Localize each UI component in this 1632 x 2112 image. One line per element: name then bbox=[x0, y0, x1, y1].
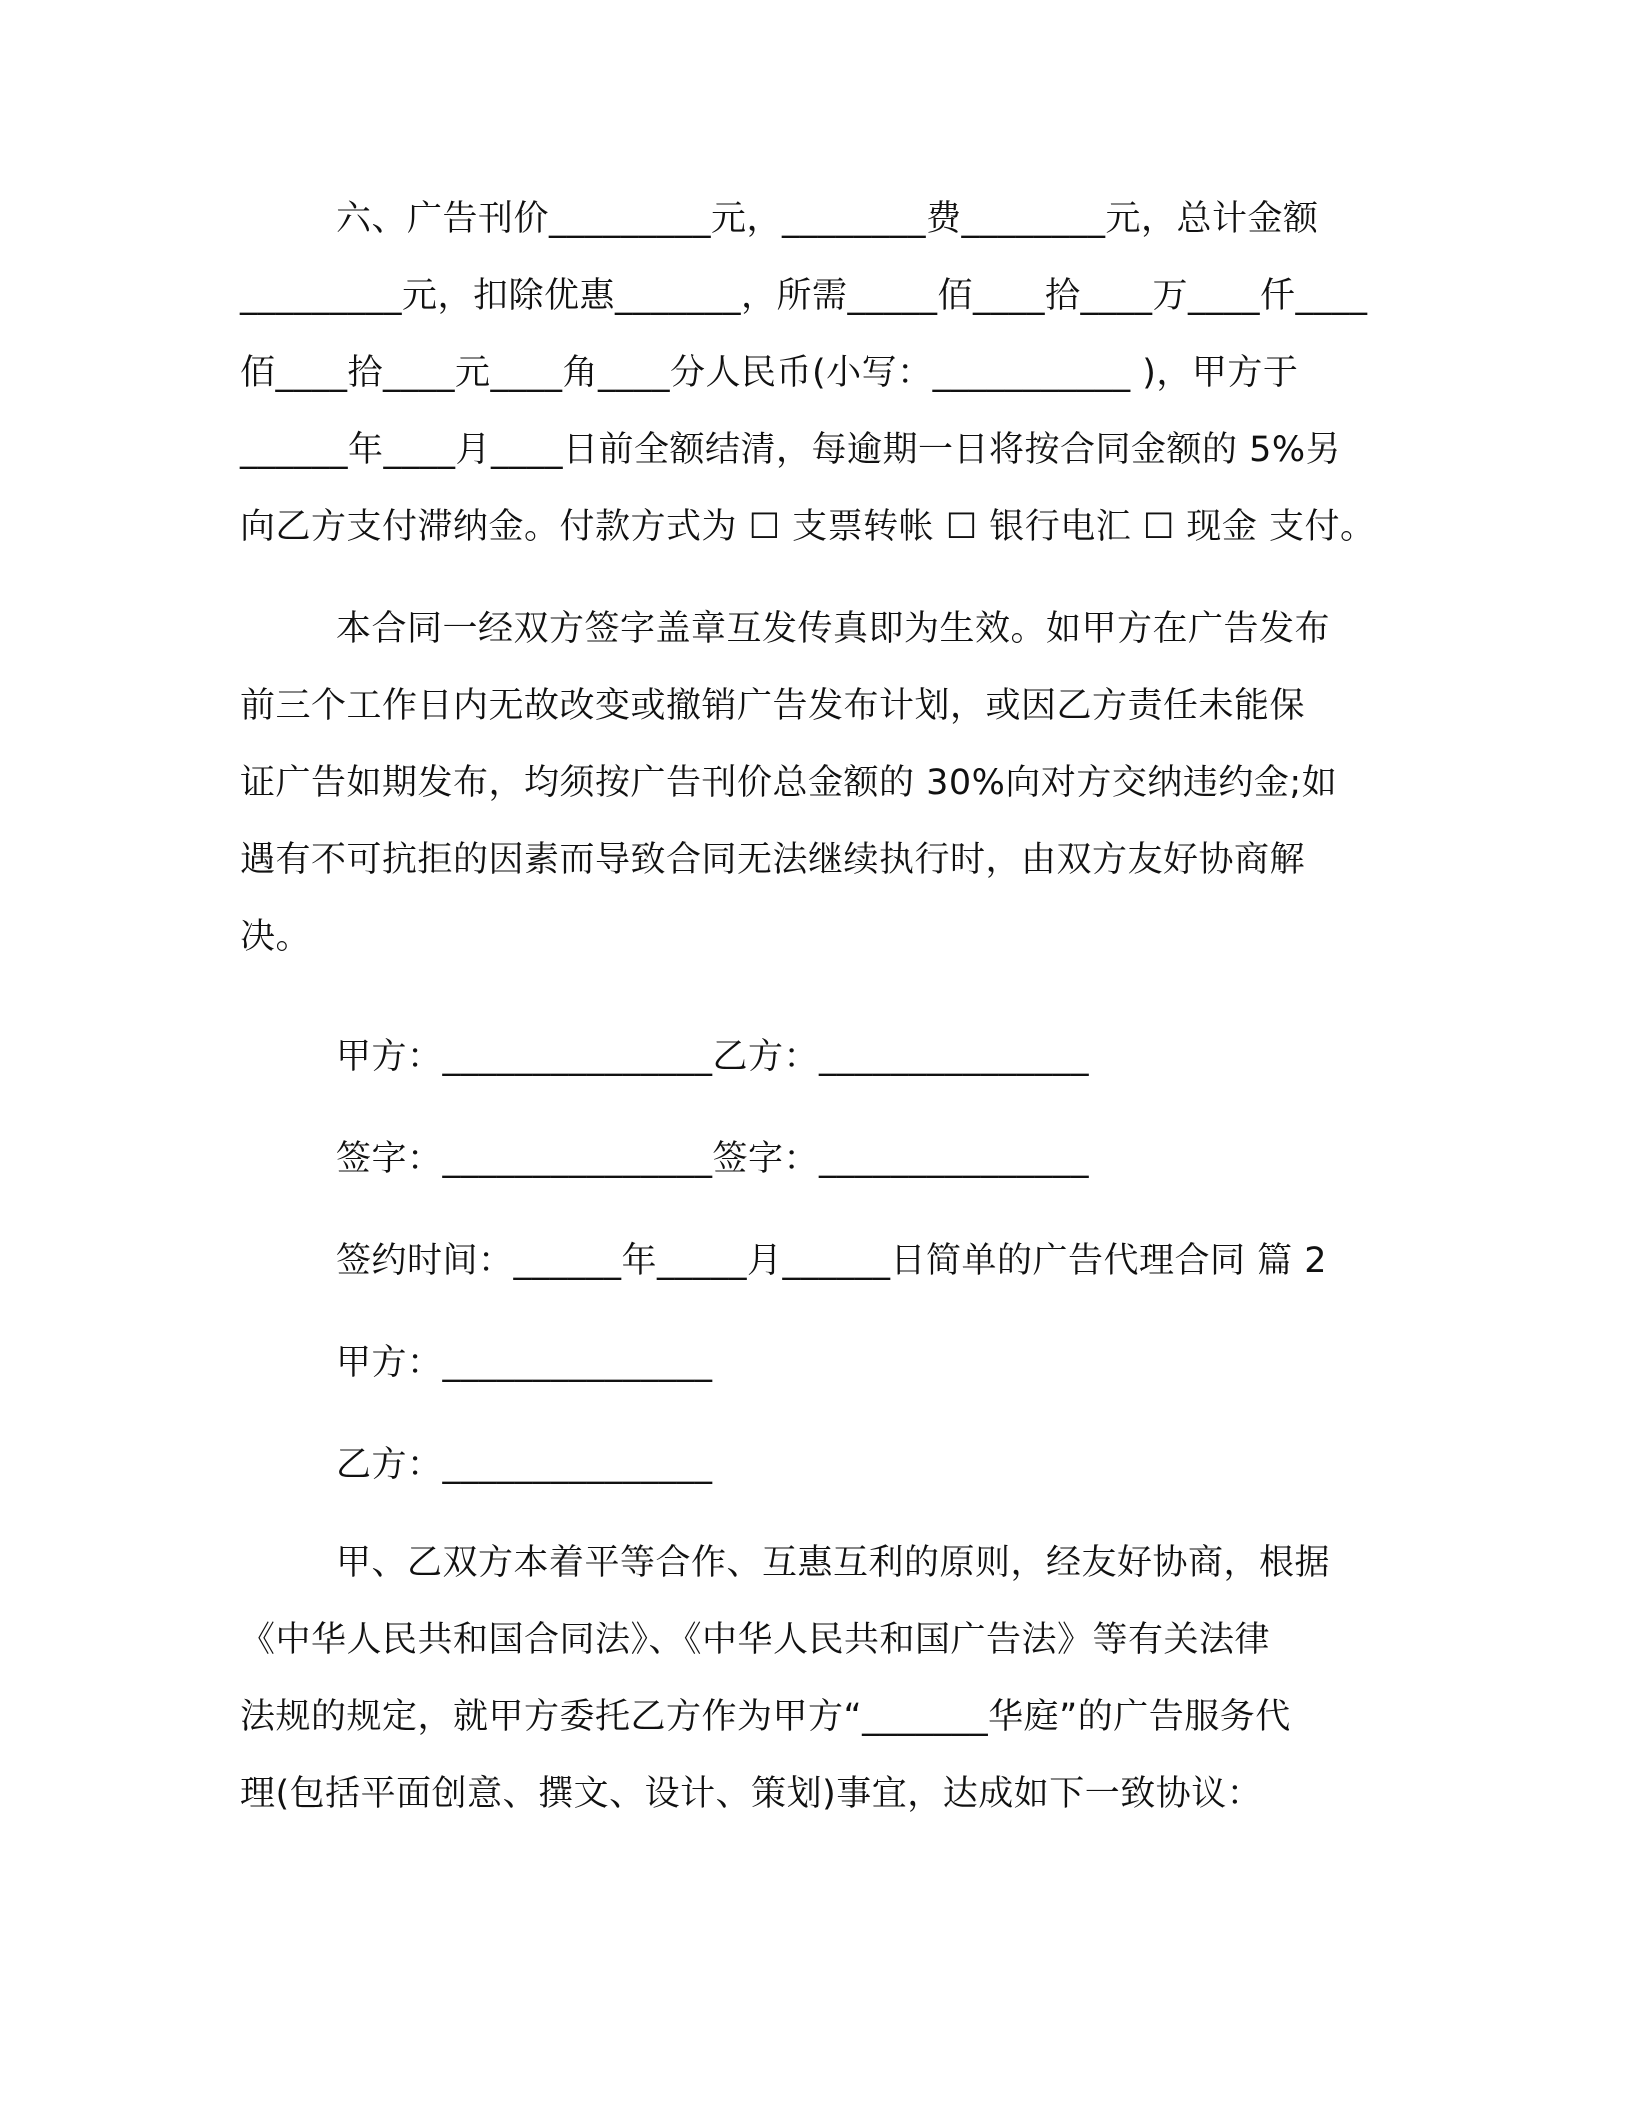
effectiveness-paragraph bbox=[240, 591, 1400, 976]
paragraph-line: _________元，扣除优惠_______，所需_____佰____拾____万____仟____ bbox=[240, 276, 1368, 316]
party-names-line: 甲方：_______________乙方：_______________ bbox=[336, 1037, 1090, 1077]
paragraph-line: 前三个工作日内无故改变或撤销广告发布计划，或因乙方责任未能保 bbox=[240, 686, 1306, 726]
paragraph-line: 佰____拾____元____角____分人民币(小写：___________ )，甲方于 bbox=[240, 353, 1299, 393]
signing-date-line: 签约时间：______年_____月______日简单的广告代理合同 篇 2 bbox=[336, 1241, 1328, 1281]
party-a-line: 甲方：_______________ bbox=[336, 1343, 713, 1383]
agreement-preamble-paragraph bbox=[240, 1525, 1400, 1833]
paragraph-line: 本合同一经双方签字盖章互发传真即为生效。如甲方在广告发布 bbox=[336, 609, 1331, 649]
paragraph-line: 甲、乙双方本着平等合作、互惠互利的原则，经友好协商，根据 bbox=[336, 1543, 1331, 1583]
signature-line: 签字：_______________签字：_______________ bbox=[336, 1139, 1090, 1179]
paragraph-line: 法规的规定，就甲方委托乙方作为甲方“_______华庭”的广告服务代 bbox=[240, 1697, 1291, 1737]
paragraph-line: 证广告如期发布，均须按广告刊价总金额的 30%向对方交纳违约金;如 bbox=[240, 763, 1338, 803]
paragraph-line: 遇有不可抗拒的因素而导致合同无法继续执行时，由双方友好协商解 bbox=[240, 840, 1306, 880]
signature-block bbox=[240, 1006, 1400, 1516]
paragraph-line: 向乙方支付滞纳金。付款方式为 ☐ 支票转帐 ☐ 银行电汇 ☐ 现金 支付。 bbox=[240, 507, 1376, 547]
party-b-line: 乙方：_______________ bbox=[336, 1445, 713, 1485]
paragraph-line: 理(包括平面创意、撰文、设计、策划)事宜，达成如下一致协议： bbox=[240, 1774, 1263, 1814]
paragraph-line: 六、广告刊价_________元，________费________元，总计金额 bbox=[336, 199, 1319, 239]
paragraph-line: 《中华人民共和国合同法》、《中华人民共和国广告法》等有关法律 bbox=[240, 1620, 1271, 1660]
payment-terms-paragraph bbox=[240, 181, 1400, 566]
paragraph-line: ______年____月____日前全额结清，每逾期一日将按合同金额的 5%另 bbox=[240, 430, 1342, 470]
paragraph-line: 决。 bbox=[240, 917, 312, 957]
